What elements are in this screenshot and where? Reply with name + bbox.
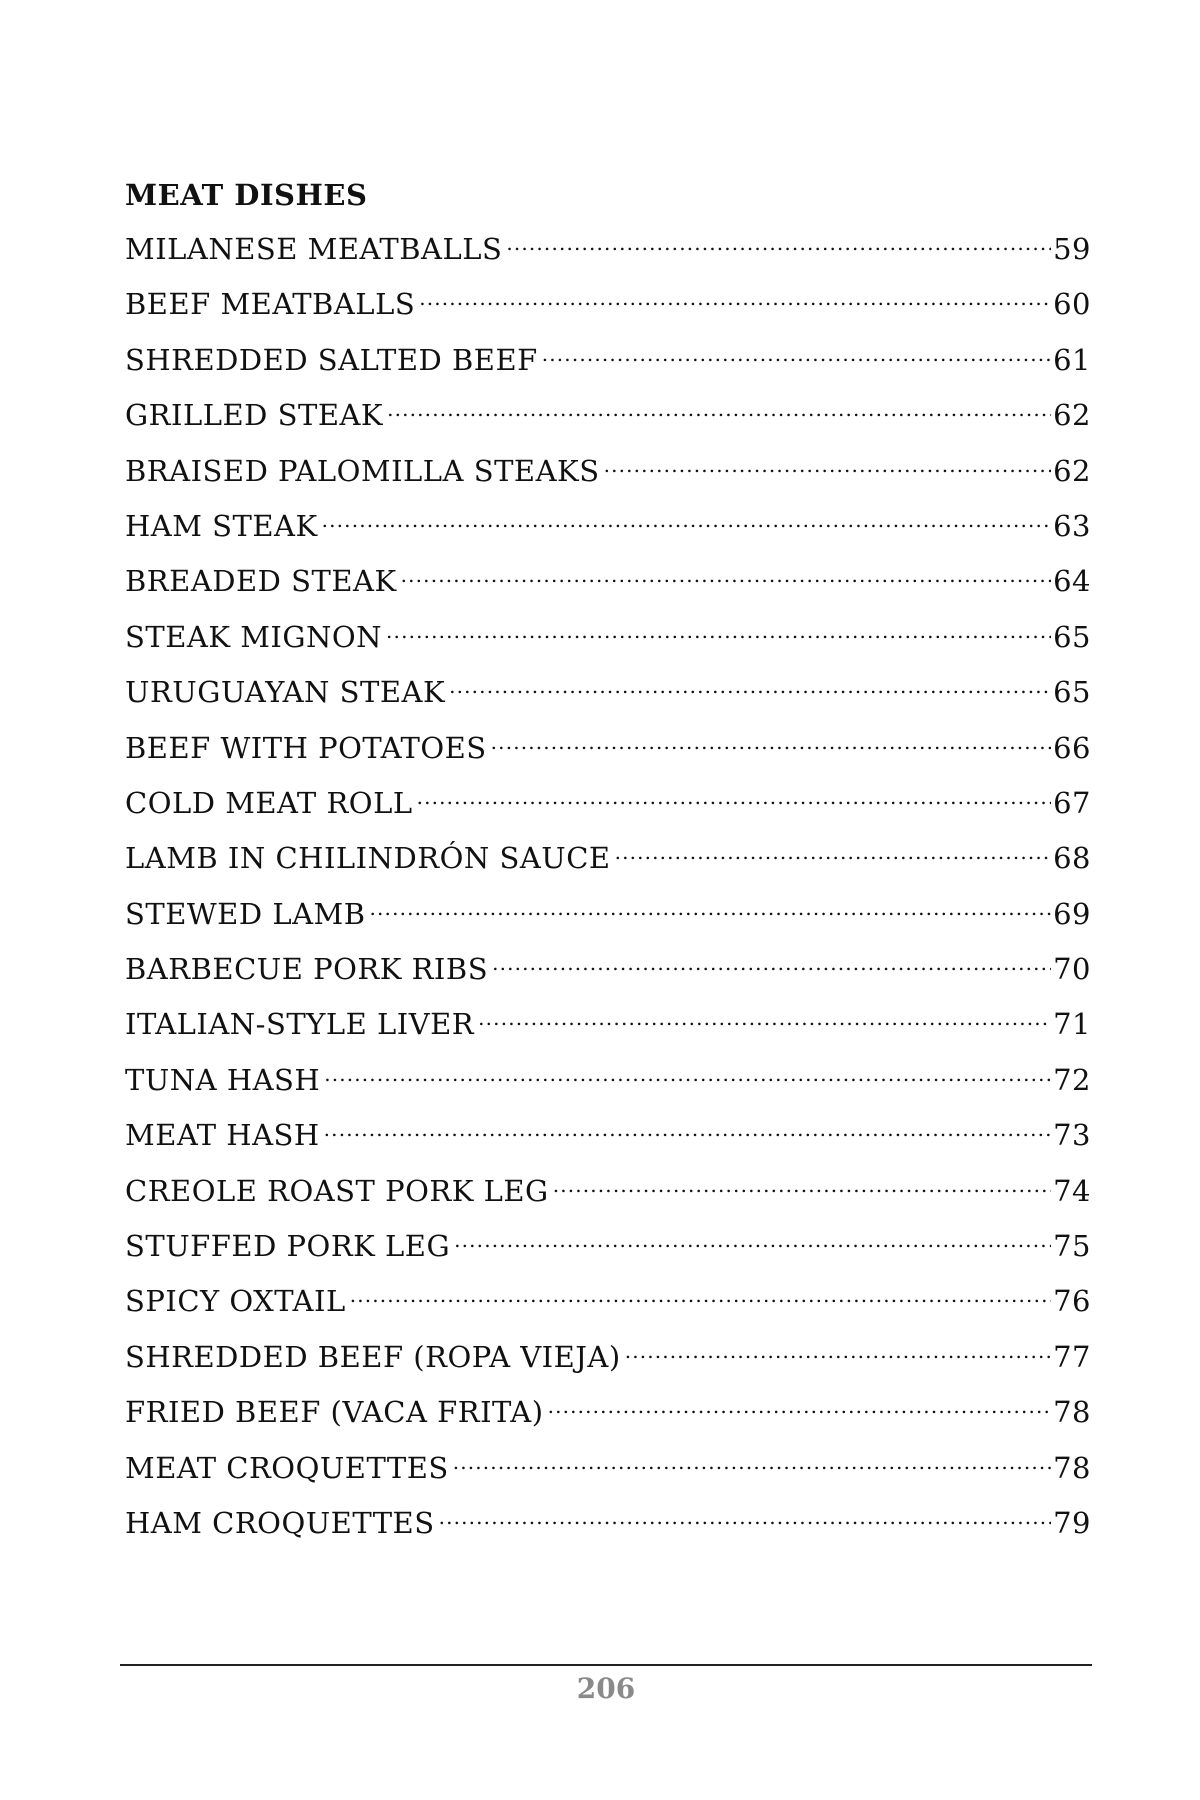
toc-entry bbox=[125, 396, 1091, 451]
toc-entry-page: 73 bbox=[1053, 1118, 1091, 1153]
toc-entry-title: URUGUAYAN STEAK bbox=[125, 675, 446, 710]
dot-leader bbox=[322, 507, 1051, 536]
toc-entry-page: 79 bbox=[1053, 1505, 1091, 1540]
toc-entry bbox=[125, 1061, 1091, 1116]
toc-entry bbox=[125, 1338, 1091, 1393]
toc-entry-page: 68 bbox=[1053, 841, 1091, 876]
toc-entry-page: 67 bbox=[1053, 785, 1091, 820]
toc-entry-title: COLD MEAT ROLL bbox=[125, 785, 413, 820]
dot-leader bbox=[401, 562, 1051, 591]
toc-entry bbox=[125, 1393, 1091, 1448]
dot-leader bbox=[625, 1338, 1051, 1367]
dot-leader bbox=[419, 285, 1051, 314]
dot-leader bbox=[491, 729, 1051, 758]
toc-entry-title: BEEF MEATBALLS bbox=[125, 287, 416, 322]
dot-leader bbox=[324, 1061, 1051, 1090]
toc-entry bbox=[125, 1504, 1091, 1559]
toc-entry-page: 61 bbox=[1053, 342, 1091, 377]
toc-entry-page: 69 bbox=[1053, 896, 1091, 931]
toc-entry-page: 78 bbox=[1053, 1395, 1091, 1430]
page-number: 206 bbox=[576, 1672, 636, 1705]
toc-entry-page: 65 bbox=[1053, 675, 1091, 710]
toc-entry bbox=[125, 285, 1091, 340]
toc-entry-title: SHREDDED BEEF (ROPA VIEJA) bbox=[125, 1339, 621, 1374]
toc-entry bbox=[125, 1227, 1091, 1282]
dot-leader bbox=[506, 230, 1051, 259]
dot-leader bbox=[492, 950, 1051, 979]
toc-entry-page: 66 bbox=[1053, 730, 1091, 765]
dot-leader bbox=[417, 784, 1051, 813]
toc-entry-title: STUFFED PORK LEG bbox=[125, 1229, 451, 1264]
dot-leader bbox=[478, 1005, 1051, 1034]
toc-entry bbox=[125, 452, 1091, 507]
toc-entry bbox=[125, 1116, 1091, 1171]
toc-entry-title: HAM STEAK bbox=[125, 508, 318, 543]
dot-leader bbox=[439, 1504, 1052, 1533]
toc-entry bbox=[125, 1449, 1091, 1504]
toc-entry-page: 65 bbox=[1053, 619, 1091, 654]
toc-entry-title: HAM CROQUETTES bbox=[125, 1505, 435, 1540]
table-of-contents bbox=[125, 230, 1091, 1559]
dot-leader bbox=[454, 1227, 1051, 1256]
toc-entry-page: 59 bbox=[1053, 232, 1091, 266]
dot-leader bbox=[387, 396, 1051, 425]
toc-entry bbox=[125, 839, 1091, 894]
toc-entry-page: 63 bbox=[1053, 508, 1091, 543]
dot-leader bbox=[615, 839, 1052, 868]
dot-leader bbox=[370, 895, 1052, 924]
toc-entry-title: SPICY OXTAIL bbox=[125, 1284, 346, 1319]
dot-leader bbox=[604, 452, 1052, 481]
toc-entry-page: 78 bbox=[1053, 1450, 1091, 1485]
toc-entry-page: 62 bbox=[1053, 453, 1091, 488]
toc-entry bbox=[125, 950, 1091, 1005]
dot-leader bbox=[324, 1116, 1051, 1145]
toc-entry bbox=[125, 341, 1091, 396]
toc-entry-title: FRIED BEEF (VACA FRITA) bbox=[125, 1395, 544, 1430]
toc-entry-title: BRAISED PALOMILLA STEAKS bbox=[125, 453, 600, 488]
toc-entry-page: 76 bbox=[1053, 1284, 1091, 1319]
toc-entry-page: 74 bbox=[1053, 1173, 1091, 1208]
toc-entry-title: MEAT HASH bbox=[125, 1118, 320, 1153]
toc-entry-title: TUNA HASH bbox=[125, 1062, 321, 1097]
section-title: MEAT DISHES bbox=[125, 178, 368, 212]
footer-divider bbox=[120, 1664, 1092, 1666]
toc-entry-title: STEWED LAMB bbox=[125, 896, 366, 931]
toc-entry-title: BARBECUE PORK RIBS bbox=[125, 952, 489, 987]
dot-leader bbox=[453, 1449, 1051, 1478]
dot-leader bbox=[542, 341, 1051, 370]
toc-entry bbox=[125, 230, 1091, 285]
toc-entry bbox=[125, 895, 1091, 950]
toc-entry-title: MEAT CROQUETTES bbox=[125, 1450, 449, 1485]
dot-leader bbox=[449, 673, 1051, 702]
toc-entry-title: ITALIAN-STYLE LIVER bbox=[125, 1007, 475, 1042]
toc-entry bbox=[125, 1005, 1091, 1060]
toc-entry bbox=[125, 729, 1091, 784]
toc-entry bbox=[125, 618, 1091, 673]
toc-entry-page: 71 bbox=[1053, 1007, 1091, 1042]
dot-leader bbox=[548, 1393, 1052, 1422]
toc-entry-page: 75 bbox=[1053, 1229, 1091, 1264]
toc-entry-title: LAMB IN CHILINDRÓN SAUCE bbox=[125, 841, 611, 876]
toc-entry-page: 72 bbox=[1053, 1062, 1091, 1097]
toc-entry-page: 62 bbox=[1053, 398, 1091, 433]
toc-entry-page: 64 bbox=[1053, 564, 1091, 599]
toc-entry-title: STEAK MIGNON bbox=[125, 619, 383, 654]
toc-entry bbox=[125, 562, 1091, 617]
toc-entry bbox=[125, 673, 1091, 728]
toc-entry-title: CREOLE ROAST PORK LEG bbox=[125, 1173, 549, 1208]
toc-entry-title: SHREDDED SALTED BEEF bbox=[125, 342, 538, 377]
toc-entry bbox=[125, 784, 1091, 839]
toc-entry-page: 60 bbox=[1053, 287, 1091, 322]
toc-entry-title: BREADED STEAK bbox=[125, 564, 397, 599]
toc-entry-title: BEEF WITH POTATOES bbox=[125, 730, 487, 765]
dot-leader bbox=[386, 618, 1051, 647]
dot-leader bbox=[553, 1172, 1051, 1201]
toc-entry bbox=[125, 1282, 1091, 1337]
toc-entry bbox=[125, 1172, 1091, 1227]
toc-entry-title: GRILLED STEAK bbox=[125, 398, 384, 433]
toc-entry-page: 77 bbox=[1053, 1339, 1091, 1374]
toc-entry-page: 70 bbox=[1053, 952, 1091, 987]
toc-entry bbox=[125, 507, 1091, 562]
toc-entry-title: MILANESE MEATBALLS bbox=[125, 232, 503, 266]
dot-leader bbox=[350, 1282, 1051, 1311]
